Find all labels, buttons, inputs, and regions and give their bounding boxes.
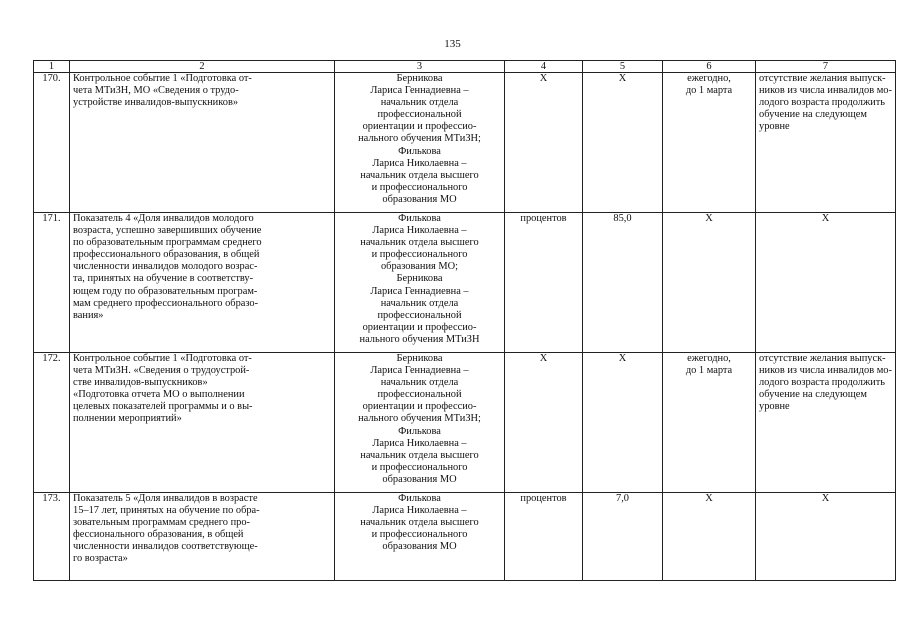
row-term-line: Х — [705, 493, 713, 504]
row-term — [663, 353, 756, 493]
row-note — [756, 213, 896, 353]
row-responsible-line: Лариса Николаевна – — [372, 437, 467, 449]
row-note-line: уровне — [759, 401, 790, 413]
row-note-line: уровне — [759, 121, 790, 133]
row-note-line: отсутствие желания выпуск- — [759, 353, 886, 364]
row-term — [663, 213, 756, 353]
row-description-line: зовательным программам среднего про- — [73, 517, 250, 529]
row-responsible-line: образования МО — [382, 193, 457, 205]
row-responsible-line: начальник отдела высшего — [360, 169, 479, 181]
row-term-line: до 1 марта — [685, 85, 733, 97]
row-responsible-line: Филькова — [398, 425, 441, 437]
row-responsible-line: Берникова — [396, 273, 443, 285]
row-description-line: «Подготовка отчета МО о выполнении — [73, 389, 245, 401]
row-value — [583, 353, 663, 493]
row-description-line: мам среднего профессионального образо- — [73, 297, 259, 309]
row-description-line: по образовательным программам среднего — [73, 237, 262, 249]
row-value-line: 7,0 — [616, 493, 629, 504]
row-responsible-line: Берникова — [396, 73, 443, 84]
row-term — [663, 73, 756, 213]
row-description-line: Контрольное событие 1 «Подготовка от- — [73, 73, 252, 84]
table-body — [34, 73, 896, 581]
row-description-line: возраста, успешно завершивших обучение — [73, 225, 262, 237]
row-responsible-line: Филькова — [398, 213, 441, 224]
row-unit-line: процентов — [520, 493, 567, 504]
row-responsible-line: ориентации и профессио- — [362, 121, 477, 133]
column-header: 2 — [70, 61, 335, 73]
row-responsible — [335, 213, 505, 353]
row-note-line: Х — [821, 493, 830, 504]
row-responsible-line: образования МО; — [380, 261, 459, 273]
table-row — [34, 73, 896, 213]
row-responsible-line: Берникова — [396, 353, 443, 364]
row-responsible-line: и профессионального — [371, 461, 468, 473]
row-value — [583, 73, 663, 213]
table-row — [34, 493, 896, 581]
row-responsible-line: Лариса Николаевна – — [372, 505, 467, 517]
table-row — [34, 213, 896, 353]
row-responsible-line: Лариса Николаевна – — [372, 157, 467, 169]
row-description — [70, 73, 335, 213]
row-responsible-line: начальник отдела высшего — [360, 517, 479, 529]
row-note-line: лодого возраста продолжить — [759, 97, 885, 109]
row-description — [70, 493, 335, 581]
row-responsible-line: ориентации и профессио- — [362, 401, 477, 413]
row-unit — [505, 213, 583, 353]
row-description-line: 15–17 лет, принятых на обучение по обра- — [73, 505, 260, 517]
row-term-line: ежегодно, — [687, 73, 731, 84]
row-responsible-line: и профессионального — [371, 529, 468, 541]
table-row — [34, 353, 896, 493]
row-responsible-line: Лариса Николаевна – — [372, 225, 467, 237]
column-header: 4 — [505, 61, 583, 73]
row-note-line: лодого возраста продолжить — [759, 377, 885, 389]
row-responsible-line: образования МО — [382, 541, 457, 553]
table-header-row — [34, 61, 896, 73]
row-responsible-line: нального обучения МТиЗН; — [358, 413, 481, 425]
row-unit — [505, 493, 583, 581]
row-note-line: Х — [821, 213, 830, 224]
row-term-line: ежегодно, — [687, 353, 731, 364]
row-description-line: го возраста» — [73, 553, 128, 565]
row-unit-line: Х — [539, 353, 548, 364]
row-value-line: Х — [618, 73, 627, 84]
row-description-line: ющем году по образовательным програм- — [73, 285, 258, 297]
row-description-line: профессионального образования, в общей — [73, 249, 260, 261]
row-description-line: целевых показателей программы и о вы- — [73, 401, 253, 413]
row-description-line: чета МТиЗН, МО «Сведения о трудо- — [73, 85, 239, 97]
row-description-line: полнении мероприятий» — [73, 413, 182, 425]
row-responsible-line: начальник отдела — [380, 377, 459, 389]
row-number: 170. — [34, 73, 70, 213]
row-value — [583, 493, 663, 581]
page-number: 135 — [444, 38, 461, 50]
row-responsible-line: Филькова — [398, 145, 441, 157]
row-description-line: численности инвалидов молодого возрас- — [73, 261, 258, 273]
row-responsible-line: начальник отдела — [380, 97, 459, 109]
row-responsible-line: профессиональной — [377, 109, 462, 121]
row-value — [583, 213, 663, 353]
row-number: 172. — [34, 353, 70, 493]
row-description-line: Показатель 4 «Доля инвалидов молодого — [73, 213, 254, 224]
row-responsible-line: профессиональной — [377, 309, 462, 321]
row-responsible-line: начальник отдела — [380, 297, 459, 309]
row-description-line: та, принятых на обучение в соответству- — [73, 273, 254, 285]
row-term — [663, 493, 756, 581]
row-term-line: Х — [705, 213, 713, 224]
row-responsible-line: Филькова — [398, 493, 441, 504]
row-responsible-line: профессиональной — [377, 389, 462, 401]
row-value-line: 85,0 — [613, 213, 632, 224]
row-description-line: фессионального образования, в общей — [73, 529, 244, 541]
row-responsible-line: нального обучения МТиЗН; — [358, 133, 481, 145]
row-unit-line: процентов — [520, 213, 567, 224]
row-responsible-line: и профессионального — [371, 249, 468, 261]
column-header: 5 — [583, 61, 663, 73]
column-header: 6 — [663, 61, 756, 73]
row-description-line: устройстве инвалидов-выпускников» — [73, 97, 239, 109]
row-description-line: чета МТиЗН. «Сведения о трудоустрой- — [73, 365, 250, 377]
row-note-line: ников из числа инвалидов мо- — [759, 365, 892, 377]
row-responsible-line: и профессионального — [371, 181, 468, 193]
row-note — [756, 73, 896, 213]
row-description — [70, 353, 335, 493]
row-number: 173. — [34, 493, 70, 581]
row-note — [756, 353, 896, 493]
row-description — [70, 213, 335, 353]
document-table — [33, 60, 896, 581]
column-header: 3 — [335, 61, 505, 73]
row-responsible-line: начальник отдела высшего — [360, 449, 479, 461]
row-responsible — [335, 73, 505, 213]
row-note-line: обучение на следующем — [759, 389, 867, 401]
row-unit — [505, 73, 583, 213]
row-note-line: отсутствие желания выпуск- — [759, 73, 886, 84]
row-responsible-line: Лариса Геннадиевна – — [370, 285, 469, 297]
row-unit — [505, 353, 583, 493]
row-value-line: Х — [618, 353, 627, 364]
column-header: 1 — [34, 61, 70, 73]
row-responsible-line: Лариса Геннадиевна – — [370, 85, 469, 97]
row-term-line: до 1 марта — [685, 365, 733, 377]
row-responsible-line: начальник отдела высшего — [360, 237, 479, 249]
row-responsible-line: нального обучения МТиЗН — [359, 333, 480, 345]
row-description-line: Контрольное событие 1 «Подготовка от- — [73, 353, 252, 364]
row-description-line: стве инвалидов-выпускников» — [73, 377, 208, 389]
row-note — [756, 493, 896, 581]
row-unit-line: Х — [539, 73, 548, 84]
row-responsible-line: ориентации и профессио- — [362, 321, 477, 333]
row-note-line: обучение на следующем — [759, 109, 867, 121]
row-responsible-line: Лариса Геннадиевна – — [370, 365, 469, 377]
row-note-line: ников из числа инвалидов мо- — [759, 85, 892, 97]
row-description-line: вания» — [73, 309, 104, 321]
row-description-line: Показатель 5 «Доля инвалидов в возрасте — [73, 493, 258, 504]
row-responsible-line: образования МО — [382, 473, 457, 485]
row-description-line: численности инвалидов соответствующе- — [73, 541, 258, 553]
row-responsible — [335, 493, 505, 581]
column-header: 7 — [756, 61, 896, 73]
row-number: 171. — [34, 213, 70, 353]
row-responsible — [335, 353, 505, 493]
